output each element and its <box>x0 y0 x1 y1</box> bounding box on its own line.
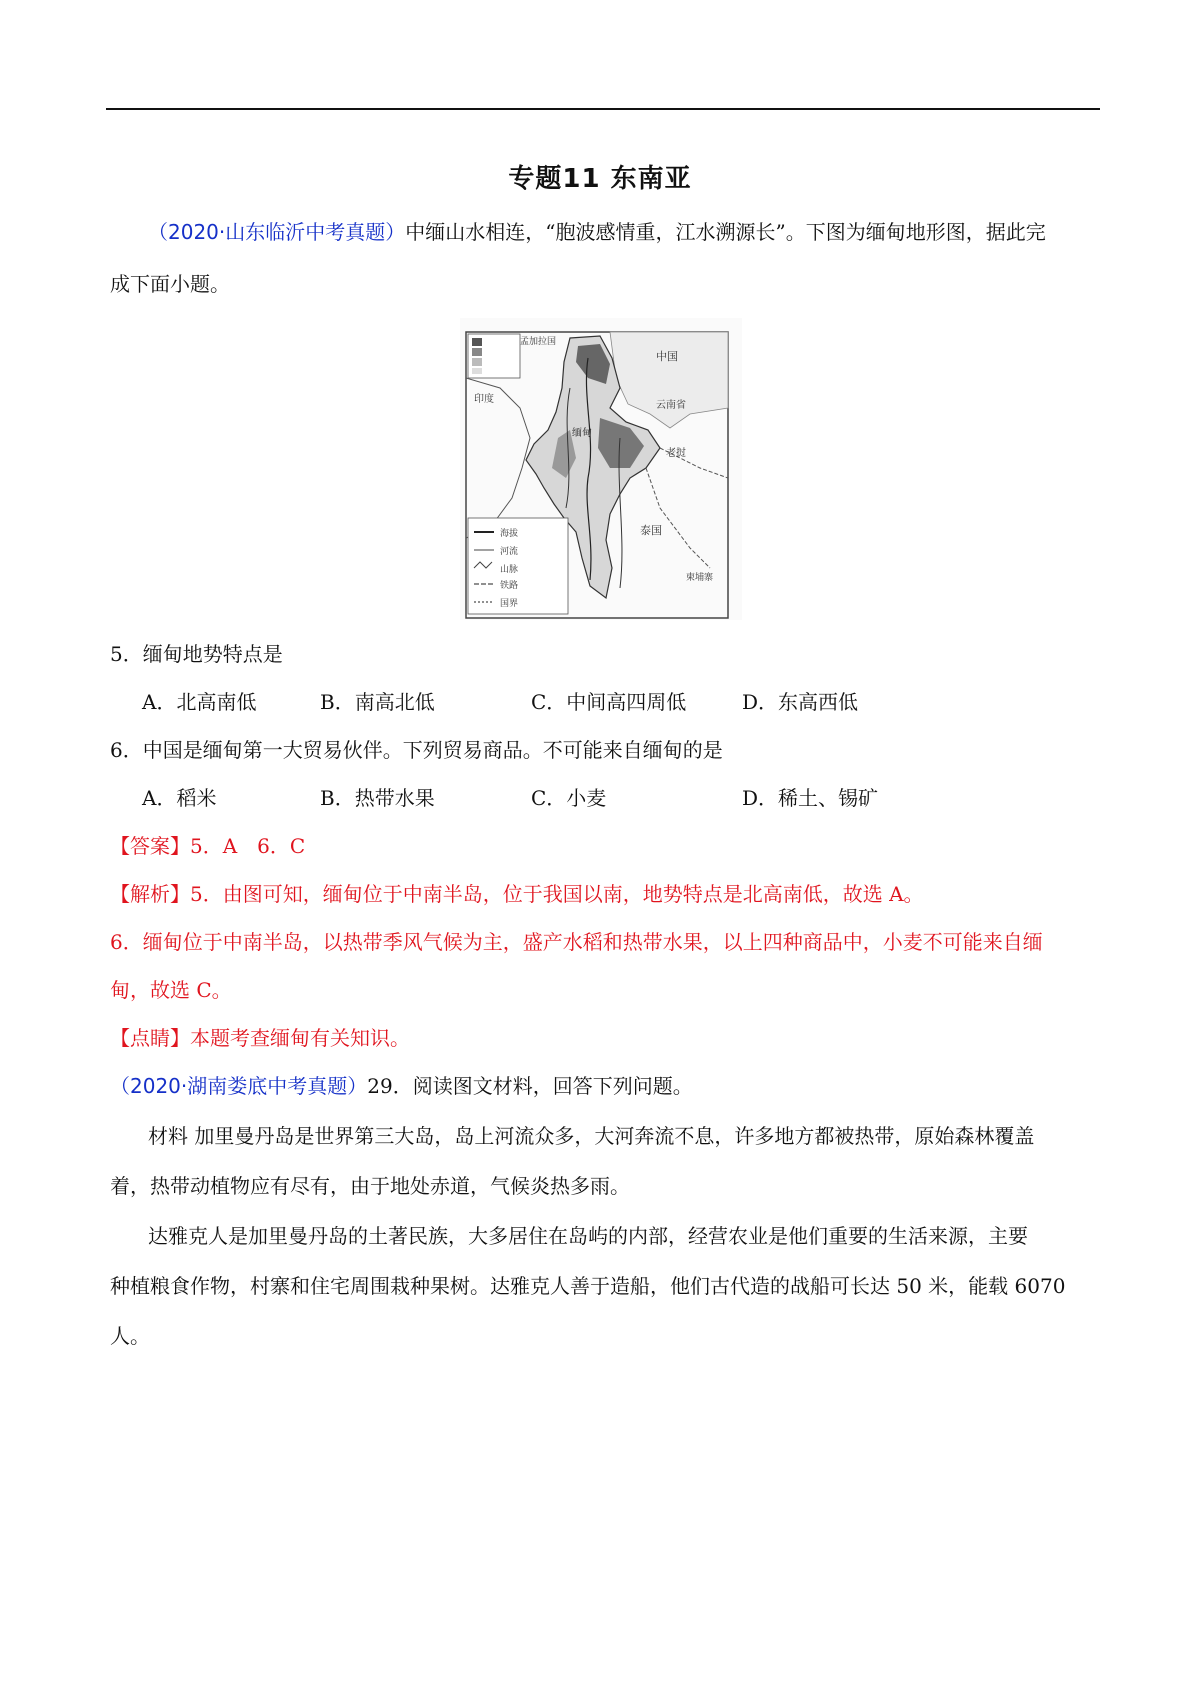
question-5-option-c: C．中间高四周低 <box>531 690 687 714</box>
analysis-line-2: 6．缅甸位于中南半岛，以热带季风气候为主，盛产水稻和热带水果，以上四种商品中，小麦不可能来自缅 <box>110 930 1043 954</box>
map-label-china: 中国 <box>656 350 678 363</box>
map-label-myanmar: 缅甸 <box>572 428 592 439</box>
header-rule <box>106 108 1100 110</box>
question-intro-line-1 <box>148 218 1046 246</box>
question-6-option-d: D．稀土、锡矿 <box>742 786 879 810</box>
legend-elevation: 海拔 <box>500 529 519 539</box>
map-label-thailand: 泰国 <box>640 524 662 537</box>
question-5-option-b: B．南高北低 <box>320 690 435 714</box>
map-label-india: 印度 <box>474 394 494 405</box>
material-para-2-line-3: 人。 <box>110 1324 150 1348</box>
material-para-2-line-1: 达雅克人是加里曼丹岛的土著民族，大多居住在岛屿的内部，经营农业是他们重要的生活来源，主要 <box>148 1224 1028 1248</box>
map-label-laos: 老挝 <box>666 448 686 459</box>
question-29-header <box>110 1072 693 1100</box>
comment-line: 【点睛】本题考查缅甸有关知识。 <box>110 1026 410 1050</box>
material-para-2-line-2: 种植粮食作物，村寨和住宅周围栽种果树。达雅克人善于造船，他们古代造的战船可长达 50 米，能载 6070 <box>110 1274 1066 1298</box>
legend-border: 国界 <box>500 599 519 609</box>
question-5-option-d: D．东高西低 <box>742 690 859 714</box>
question-6-stem: 6．中国是缅甸第一大贸易伙伴。下列贸易商品。不可能来自缅甸的是 <box>110 738 723 762</box>
question-5-option-a: A．北高南低 <box>142 690 257 714</box>
source-tag-1: （2020·山东临沂中考真题） <box>148 220 406 244</box>
map-label-cambodia: 柬埔寨 <box>686 573 714 583</box>
myanmar-terrain-map <box>460 318 742 620</box>
analysis-line-1: 【解析】5．由图可知，缅甸位于中南半岛，位于我国以南，地势特点是北高南低，故选 A。 <box>110 882 924 906</box>
source-tag-2: （2020·湖南娄底中考真题） <box>110 1074 368 1098</box>
material-para-1-line-2: 着，热带动植物应有尽有，由于地处赤道，气候炎热多雨。 <box>110 1174 630 1198</box>
question-29-stem: 29．阅读图文材料，回答下列问题。 <box>367 1074 693 1098</box>
legend-railway: 铁路 <box>500 581 519 591</box>
material-para-1-line-1: 材料 加里曼丹岛是世界第三大岛，岛上河流众多，大河奔流不息，许多地方都被热带，原始森林覆盖 <box>148 1124 1035 1148</box>
map-label-yunnan: 云南省 <box>656 400 686 411</box>
question-6-option-c: C．小麦 <box>531 786 607 810</box>
map-label-bangladesh: 孟加拉国 <box>520 337 557 347</box>
page-title: 专题11 东南亚 <box>508 164 692 194</box>
legend-river: 河流 <box>500 547 519 557</box>
question-6-option-b: B．热带水果 <box>320 786 435 810</box>
question-6-option-a: A．稻米 <box>142 786 217 810</box>
question-intro-line-2: 成下面小题。 <box>110 272 230 296</box>
legend-mountain: 山脉 <box>500 565 519 575</box>
intro-text-1: 中缅山水相连，“胞波感情重，江水溯源长”。下图为缅甸地形图，据此完 <box>405 220 1046 244</box>
answer-line: 【答案】5．A 6．C <box>110 834 306 858</box>
question-5-stem: 5．缅甸地势特点是 <box>110 642 283 666</box>
analysis-line-3: 甸，故选 C。 <box>110 978 232 1002</box>
